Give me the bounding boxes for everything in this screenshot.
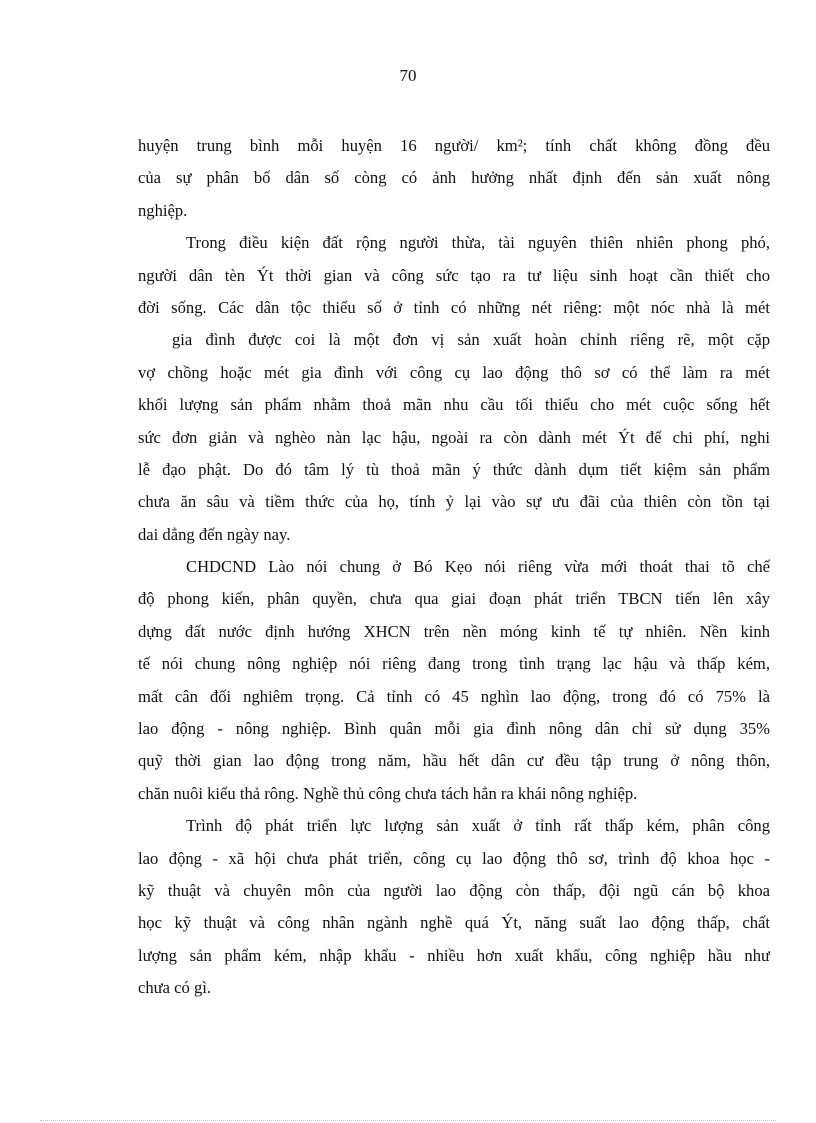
text-line: sức đơn giản và nghèo nàn lạc hậu, ngoài ra còn dành mét Ýt để chi phí, nghi: [138, 427, 770, 447]
page-bottom-divider: [40, 1120, 776, 1121]
text-line: nghiệp.: [138, 200, 188, 220]
body-text: [138, 130, 770, 1005]
text-line: học kỹ thuật và công nhân ngành nghề quá Ýt, năng suất lao động thấp, chất: [138, 913, 770, 933]
text-line: dai dẳng đến ngày nay.: [138, 524, 291, 544]
text-line: gia đình được coi là một đơn vị sản xuất hoàn chỉnh riêng rẽ, một cặp: [172, 330, 770, 350]
text-line: đời sống. Các dân tộc thiểu số ở tỉnh có những nét riêng: một nóc nhà là mét: [138, 297, 770, 317]
text-line: độ phong kiến, phân quyền, chưa qua giai đoạn phát triển TBCN tiến lên xây: [138, 589, 770, 609]
text-line: lễ đạo phật. Do đó tâm lý tù thoả mãn ý thức dành dụm tiết kiệm sản phẩm: [138, 459, 770, 479]
text-line: vợ chồng hoặc mét gia đình với công cụ lao động thô sơ có thể làm ra mét: [138, 362, 770, 382]
text-line: lao động - nông nghiệp. Bình quân mỗi gia đình nông dân chỉ sử dụng 35%: [138, 719, 770, 739]
text-line: tế nói chung nông nghiệp nói riêng đang trong tình trạng lạc hậu và thấp kém,: [138, 654, 770, 674]
text-line: chăn nuôi kiểu thả rông. Nghề thủ công chưa tách hẳn ra khái nông nghiệp.: [138, 783, 638, 803]
text-line: chưa có gì.: [138, 978, 212, 998]
text-line: lao động - xã hội chưa phát triển, công cụ lao động thô sơ, trình độ khoa học -: [138, 848, 770, 868]
text-line: dựng đất nước định hướng XHCN trên nền móng kinh tế tự nhiên. Nền kinh: [138, 621, 770, 641]
text-line: CHDCND Lào nói chung ở Bó Kẹo nói riêng vừa mới thoát thai tõ chế: [186, 557, 770, 577]
text-line: huyện trung bình mỗi huyện 16 người/ km²; tính chất không đồng đều: [138, 136, 770, 155]
text-line: chưa ăn sâu và tiềm thức của họ, tính ỷ lại vào sự ưu đãi của thiên còn tồn tại: [138, 492, 770, 512]
page-number: 70: [399, 66, 417, 85]
text-line: của sự phân bố dân số còng có ảnh hưởng nhất định đến sản xuất nông: [138, 168, 770, 188]
text-line: khối lượng sản phẩm nhằm thoả mãn nhu cầu tối thiểu cho mét cuộc sống hết: [138, 395, 770, 415]
text-line: Trong điều kiện đất rộng người thừa, tài nguyên thiên nhiên phong phó,: [186, 233, 770, 253]
text-line: quỹ thời gian lao động trong năm, hầu hết dân cư đều tập trung ở nông thôn,: [138, 751, 770, 771]
text-line: Trình độ phát triển lực lượng sản xuất ở tỉnh rất thấp kém, phân công: [186, 816, 770, 836]
text-line: kỹ thuật và chuyên môn của người lao động còn thấp, đội ngũ cán bộ khoa: [138, 880, 770, 900]
text-line: lượng sản phẩm kém, nhập khẩu - nhiều hơn xuất khẩu, công nghiệp hầu như: [138, 945, 770, 965]
text-line: người dân tèn Ýt thời gian và công sức tạo ra tư liệu sinh hoạt cần thiết cho: [138, 265, 770, 285]
text-line: mất cân đối nghiêm trọng. Cả tỉnh có 45 nghìn lao động, trong đó có 75% là: [138, 686, 770, 706]
